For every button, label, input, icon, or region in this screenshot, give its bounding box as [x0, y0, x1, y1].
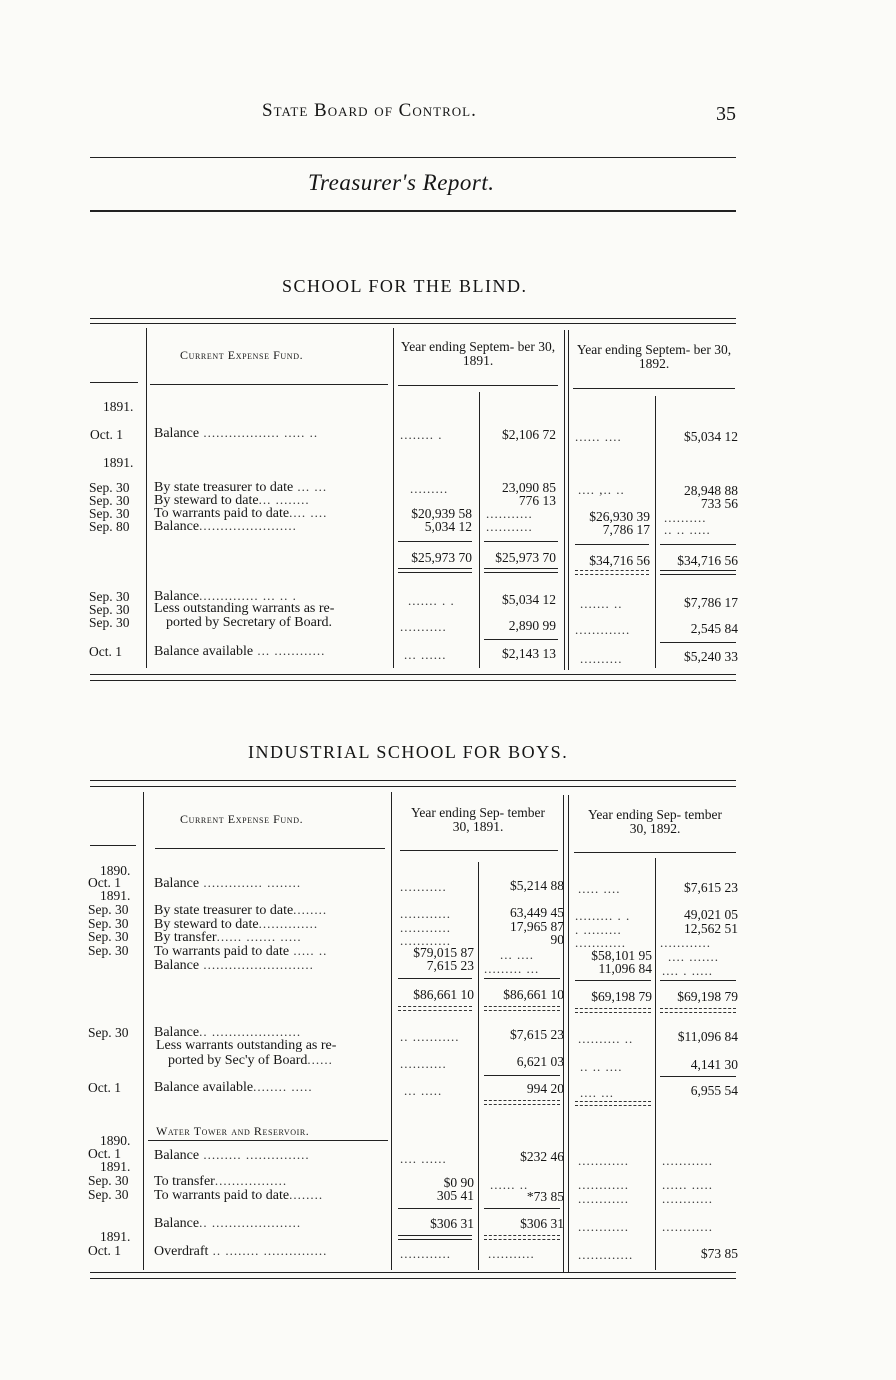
blind-dots: ........... — [400, 619, 447, 634]
boys-avail-label: Balance available........ ..... — [154, 1079, 313, 1095]
blind-year-1: 1891. — [103, 399, 134, 414]
blind-warrants-1892: $26,930 39 — [589, 509, 650, 524]
boys-dots: ... ..... — [404, 1083, 443, 1098]
boys-date: Oct. 1 — [88, 875, 121, 890]
blind-row-label: Balance....................... — [154, 518, 297, 534]
boys-bottom-rule-2 — [90, 1278, 736, 1279]
water-date: Oct. 1 — [88, 1146, 121, 1161]
blind-out-label: Balance.............. ... .. . — [154, 588, 297, 604]
blind-dots: ............. — [575, 622, 631, 637]
blind-out-bal-1892: $7,786 17 — [684, 595, 738, 610]
water-header: Water Tower and Reservoir. — [156, 1124, 310, 1138]
blind-header-rule-c2 — [573, 388, 735, 389]
blind-balance-label: Balance .................. ..... .. — [154, 425, 319, 441]
boys-dots: ........... — [400, 1056, 447, 1071]
boys-out-warr-1892: 4,141 30 — [690, 1057, 738, 1072]
water-sum-rule-2 — [484, 1208, 560, 1209]
boys-vline-d2 — [568, 795, 569, 1273]
water-transfer-amt: $0 90 — [443, 1175, 474, 1190]
boys-section-title: INDUSTRIAL SCHOOL FOR BOYS. — [248, 742, 569, 762]
boys-dots: ............. — [578, 1247, 634, 1262]
blind-total-1892-b: $34,716 56 — [677, 553, 738, 568]
blind-total-1891-a: $25,973 70 — [411, 550, 472, 565]
blind-out-warr-1891: 2,890 99 — [508, 618, 556, 633]
boys-total-1892-a: $69,198 79 — [591, 989, 652, 1004]
blind-dots: ....... .. — [580, 596, 623, 611]
blind-avail-1891: $2,143 13 — [502, 646, 556, 661]
boys-dots: ..... .... — [578, 881, 621, 896]
over-label: Overdraft .. ........ ............... — [154, 1243, 328, 1259]
boys-dots: ...... .. — [490, 1177, 529, 1192]
water-label: To transfer................. — [154, 1173, 288, 1189]
blind-dots: ... ...... — [404, 647, 447, 662]
boys-top-rule-2 — [90, 786, 736, 787]
boys-dots: ............ — [400, 933, 451, 948]
boys-sum-rule-1 — [398, 978, 472, 979]
blind-avail-1892: $5,240 33 — [684, 649, 738, 664]
blind-dots: .. .. ..... — [664, 522, 711, 537]
blind-header-rule-left — [90, 382, 138, 383]
blind-sum-rule-2 — [484, 541, 558, 542]
boys-date: Sep. 30 — [88, 902, 129, 917]
water-date: 1891. — [100, 1159, 131, 1174]
boys-vline-c — [478, 862, 479, 1270]
blind-dots: ......... — [410, 481, 449, 496]
boys-out-label: Less warrants outstanding as re- — [156, 1038, 337, 1053]
blind-dots: ........... — [486, 519, 533, 534]
boys-state-1891: 63,449 45 — [510, 905, 564, 920]
blind-total-1892-a: $34,716 56 — [589, 553, 650, 568]
boys-row-label: To warrants paid to date ..... .. — [154, 943, 328, 959]
blind-double-rule-2 — [484, 568, 558, 573]
boys-dots: ............ — [662, 1191, 713, 1206]
boys-row-label: Balance .............. ........ — [154, 875, 302, 891]
blind-sum-rule-4 — [660, 544, 736, 545]
blind-sum-rule-1 — [398, 541, 472, 542]
boys-dots: .. .. .... — [580, 1059, 623, 1074]
water-warr-1891: *73 85 — [526, 1189, 564, 1204]
boys-dots: .. ........... — [400, 1029, 460, 1044]
water-warr-amt: 305 41 — [436, 1188, 474, 1203]
blind-dots: .......... — [580, 651, 623, 666]
blind-date-oct1: Oct. 1 — [90, 427, 123, 442]
boys-header-rule-mid — [155, 848, 385, 849]
boys-row-label: By state treasurer to date........ — [154, 902, 328, 918]
boys-out-date: Sep. 30 — [88, 1025, 129, 1040]
blind-sep-date: Sep. 80 — [89, 519, 130, 534]
blind-balance-1891: $2,106 72 — [502, 427, 556, 442]
blind-fund-header: Current Expense Fund. — [180, 348, 304, 362]
over-date: Oct. 1 — [88, 1243, 121, 1258]
blind-avail-rule-2 — [660, 642, 736, 643]
boys-bal-1892: $7,615 23 — [684, 880, 738, 895]
boys-top-rule-1 — [90, 780, 736, 781]
boys-dots: ............ — [660, 935, 711, 950]
blind-out-bal-1891: $5,034 12 — [502, 592, 556, 607]
water-sum-rule-1 — [398, 1208, 472, 1209]
boys-dots: .... ... — [580, 1085, 614, 1100]
blind-dots: ........ . — [400, 427, 443, 442]
blind-header-rule-mid — [150, 384, 388, 385]
water-date: Sep. 30 — [88, 1173, 129, 1188]
blind-bal-1891: 5,034 12 — [424, 519, 472, 534]
blind-balance-1892: $5,034 12 — [684, 429, 738, 444]
boys-dots: ............ — [400, 920, 451, 935]
blind-bal-1892: 7,786 17 — [602, 522, 650, 537]
boys-col1-header: Year ending Sep- tember 30, 1891. — [411, 805, 545, 834]
blind-double-rule-3 — [575, 570, 649, 575]
boys-steward-1891: 17,965 87 — [510, 919, 564, 934]
blind-col1-header: Year ending Septem- ber 30, 1891. — [400, 339, 556, 368]
boys-dots: . ......... — [575, 922, 622, 937]
water-label: Balance ......... ............... — [154, 1147, 310, 1163]
boys-dots: ............ — [578, 1177, 629, 1192]
water-date: 1890. — [100, 1133, 131, 1148]
blind-state-1891: 23,090 85 — [502, 480, 556, 495]
boys-total-1892-b: $69,198 79 — [677, 989, 738, 1004]
blind-bottom-rule-2 — [90, 680, 736, 681]
blind-out-date: Sep. 30 — [89, 589, 130, 604]
boys-total-1891-a: $86,661 10 — [413, 987, 474, 1002]
boys-vline-a — [143, 792, 144, 1270]
boys-dots: ........... — [400, 879, 447, 894]
boys-dots: ............ — [662, 1219, 713, 1234]
boys-dots: ............ — [662, 1153, 713, 1168]
blind-state-1892: 28,948 88 — [684, 483, 738, 498]
boys-out-label: Balance.. ..................... — [154, 1024, 302, 1040]
boys-bottom-rule-1 — [90, 1272, 736, 1273]
blind-out-label: ported by Secretary of Board. — [166, 615, 332, 630]
boys-out-bal-1892: $11,096 84 — [677, 1029, 738, 1044]
blind-out-date: Sep. 30 — [89, 602, 130, 617]
boys-transfer-1891: 90 — [550, 932, 564, 947]
water-date: Sep. 30 — [88, 1187, 129, 1202]
boys-dots: ...... ..... — [662, 1177, 713, 1192]
blind-avail-date: Oct. 1 — [89, 644, 122, 659]
blind-out-date: Sep. 30 — [89, 615, 130, 630]
boys-date: 1891. — [100, 888, 131, 903]
blind-year-2: 1891. — [103, 455, 134, 470]
water-total-b: $306 31 — [520, 1216, 564, 1231]
boys-dots: ............ — [578, 1191, 629, 1206]
boys-dots: ........... — [488, 1246, 535, 1261]
boys-dots: ............ — [578, 1219, 629, 1234]
blind-header-rule-c1 — [398, 385, 558, 386]
blind-dots: .... ,.. .. — [578, 482, 625, 497]
boys-col2-header: Year ending Sep- tember 30, 1892. — [588, 807, 722, 836]
blind-dots: .......... — [664, 510, 707, 525]
boys-warrants-1892: $58,101 95 — [591, 948, 652, 963]
boys-out-bal-1891: $7,615 23 — [510, 1027, 564, 1042]
boys-double-rule-2 — [484, 1006, 560, 1011]
boys-double-rule-3 — [575, 1008, 651, 1013]
boys-date: 1890. — [100, 863, 131, 878]
boys-double-rule-1 — [398, 1006, 472, 1011]
blind-avail-label: Balance available ... ............ — [154, 643, 326, 659]
boys-avail-rule-2 — [660, 1076, 736, 1077]
blind-out-warr-1892: 2,545 84 — [690, 621, 738, 636]
header-rule — [90, 157, 736, 158]
boys-double-rule-4 — [660, 1008, 736, 1013]
boys-dots: .... . ..... — [662, 963, 713, 978]
blind-bottom-rule-1 — [90, 674, 736, 675]
boys-end-bal-1891: 7,615 23 — [426, 958, 474, 973]
boys-avail-double-2 — [575, 1101, 651, 1106]
boys-vline-b — [391, 792, 392, 1270]
water-double-1 — [398, 1235, 472, 1240]
boys-dots: ......... ... — [484, 961, 540, 976]
blind-dots: ........... — [486, 506, 533, 521]
water-total-a: $306 31 — [430, 1216, 474, 1231]
boys-end-bal-1892: 11,096 84 — [598, 961, 652, 976]
boys-dots: ............ — [400, 1246, 451, 1261]
boys-dots: ............ — [575, 935, 626, 950]
boys-state-1892: 49,021 05 — [684, 907, 738, 922]
boys-row-label: Balance .......................... — [154, 957, 314, 973]
blind-steward-1892: 733 56 — [700, 496, 738, 511]
water-label: To warrants paid to date........ — [154, 1187, 324, 1203]
boys-warrants-1891: $79,015 87 — [413, 945, 474, 960]
boys-avail-rule-1 — [484, 1075, 560, 1076]
boys-dots: .... ...... — [400, 1151, 447, 1166]
boys-sum-rule-3 — [575, 980, 651, 981]
boys-fund-header: Current Expense Fund. — [180, 812, 304, 826]
boys-avail-double-1 — [484, 1100, 560, 1105]
boys-steward-1892: 12,562 51 — [684, 921, 738, 936]
blind-col2-header: Year ending Septem- ber 30, 1892. — [576, 342, 732, 371]
blind-double-rule-1 — [398, 568, 472, 573]
blind-dots: ....... . . — [408, 593, 455, 608]
water-double-2 — [484, 1235, 560, 1240]
blind-row-label: By state treasurer to date ... ... — [154, 479, 328, 495]
boys-dots: ............ — [400, 906, 451, 921]
blind-sep-date: Sep. 30 — [89, 506, 130, 521]
boys-out-label: ported by Sec'y of Board...... — [168, 1052, 333, 1068]
boys-row-label: By steward to date.............. — [154, 916, 319, 932]
blind-section-title: SCHOOL FOR THE BLIND. — [282, 276, 528, 296]
blind-steward-1891: 776 13 — [518, 493, 556, 508]
blind-double-rule-4 — [660, 570, 736, 575]
blind-vline-d1 — [564, 330, 565, 670]
boys-date: Sep. 30 — [88, 929, 129, 944]
water-balance-label: Balance.. ..................... — [154, 1215, 302, 1231]
boys-out-warr-1891: 6,621 03 — [516, 1054, 564, 1069]
blind-top-rule-1 — [90, 318, 736, 319]
boys-bal-1891: $5,214 88 — [510, 878, 564, 893]
boys-dots: ......... . . — [575, 908, 631, 923]
boys-total-1891-b: $86,661 10 — [503, 987, 564, 1002]
boys-row-label: By transfer...... ....... ..... — [154, 929, 302, 945]
blind-sep-date: Sep. 30 — [89, 493, 130, 508]
boys-sum-rule-4 — [660, 980, 736, 981]
blind-row-label: To warrants paid to date.... .... — [154, 505, 328, 521]
blind-vline-a — [146, 328, 147, 668]
boys-header-rule-c2 — [574, 852, 736, 853]
blind-dots: ...... .... — [575, 429, 622, 444]
water-bal-1891: $232 46 — [520, 1149, 564, 1164]
boys-dots: .......... .. — [578, 1031, 634, 1046]
blind-sum-rule-3 — [575, 544, 649, 545]
blind-vline-d2 — [568, 330, 569, 670]
boys-date: Sep. 30 — [88, 916, 129, 931]
over-1892: $73 85 — [700, 1246, 738, 1261]
blind-total-1891-b: $25,973 70 — [495, 550, 556, 565]
blind-top-rule-2 — [90, 323, 736, 324]
blind-warrants-1891: $20,939 58 — [411, 506, 472, 521]
page-number: 35 — [716, 103, 736, 125]
running-head: State Board of Control. — [262, 100, 477, 121]
boys-avail-1891: 994 20 — [526, 1081, 564, 1096]
report-title: Treasurer's Report. — [308, 170, 495, 195]
boys-header-rule-left — [90, 845, 136, 846]
blind-row-label: By steward to date... ........ — [154, 492, 310, 508]
boys-dots: .... ....... — [668, 949, 719, 964]
boys-avail-date: Oct. 1 — [88, 1080, 121, 1095]
boys-dots: ............ — [578, 1153, 629, 1168]
blind-sep-date: Sep. 30 — [89, 480, 130, 495]
boys-date: Sep. 30 — [88, 943, 129, 958]
title-rule — [90, 210, 736, 214]
boys-avail-1892: 6,955 54 — [690, 1083, 738, 1098]
over-date: 1891. — [100, 1229, 131, 1244]
water-rule — [148, 1140, 388, 1141]
blind-vline-b — [393, 328, 394, 668]
blind-avail-rule-1 — [484, 639, 558, 640]
boys-sum-rule-2 — [484, 978, 560, 979]
boys-dots: ... .... — [500, 947, 534, 962]
blind-out-label: Less outstanding warrants as re- — [154, 601, 335, 616]
boys-header-rule-c1 — [400, 850, 558, 851]
